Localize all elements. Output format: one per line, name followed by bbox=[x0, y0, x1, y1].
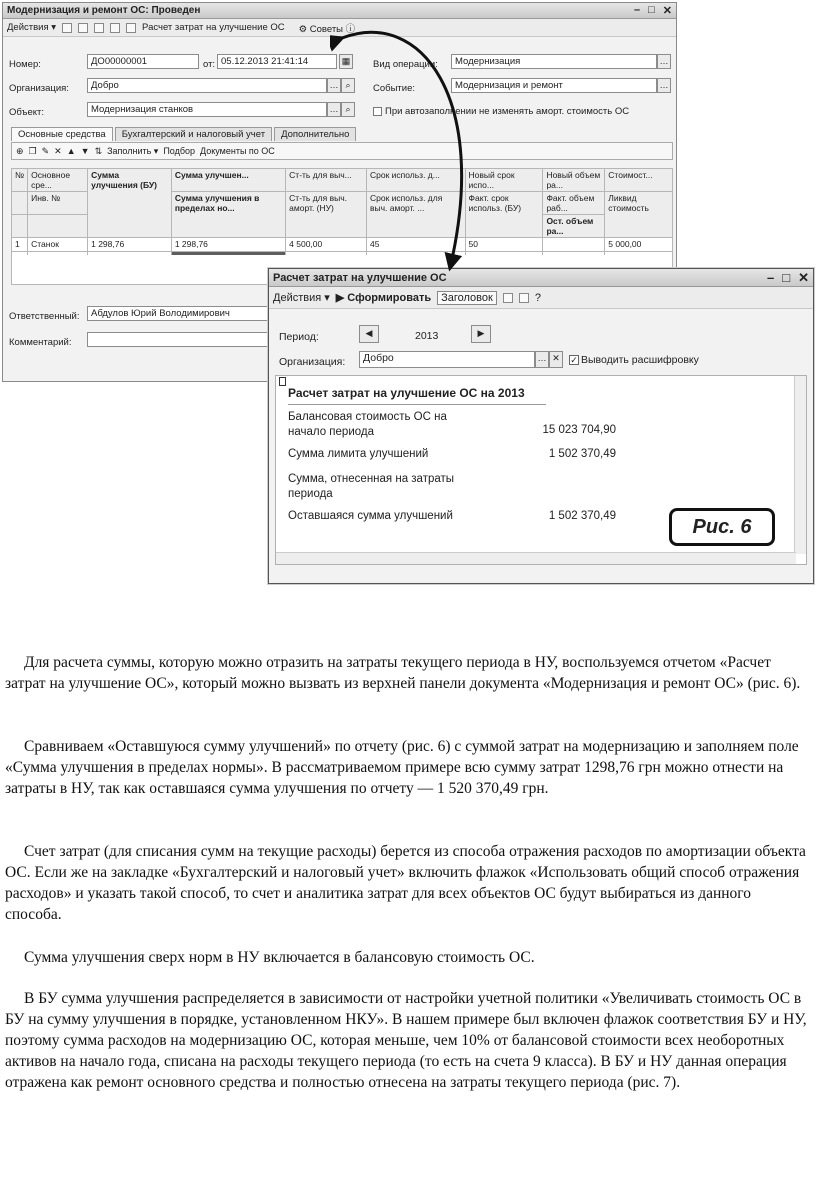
document-titlebar bbox=[3, 3, 676, 19]
post-icon[interactable] bbox=[78, 23, 88, 33]
document-tabs bbox=[11, 127, 356, 141]
object-label: Объект: bbox=[9, 107, 44, 118]
col-header[interactable]: Факт. срок использ. (БУ) bbox=[465, 192, 543, 238]
table-cell[interactable]: 1 bbox=[12, 238, 28, 252]
report-divider bbox=[288, 404, 546, 405]
horizontal-scrollbar[interactable] bbox=[276, 552, 796, 564]
col-header[interactable]: Новый объем ра... bbox=[543, 169, 605, 192]
show-details-checkbox[interactable] bbox=[569, 354, 699, 366]
sort-icon[interactable]: ⇅ bbox=[94, 145, 103, 156]
report-row-value: 1 502 370,49 bbox=[548, 510, 616, 522]
structure-icon[interactable] bbox=[110, 23, 120, 33]
responsible-field[interactable]: Абдулов Юрий Володимирович bbox=[87, 306, 283, 321]
report-org-label: Организация: bbox=[279, 356, 346, 368]
paragraph: Сравниваем «Оставшуюся сумму улучшений» по отчету (рис. 6) с суммой затрат на модернизацию и заполняем поле «Сумма улучшения в пределах нормы». В рассматриваемом примере всю сумму затрат 1298,76 грн можно отнести на затраты в НУ, так как оставшаяся сумма улучшения по отчету — 1 520 370,49 грн. bbox=[5, 738, 799, 797]
event-label: Событие: bbox=[373, 83, 415, 94]
report-row-label: Сумма лимита улучшений bbox=[288, 448, 429, 460]
report-row-label: Балансовая стоимость ОС на начало периода bbox=[288, 411, 447, 438]
show-details-label: Выводить расшифровку bbox=[581, 354, 699, 366]
col-header[interactable]: Инв. № bbox=[28, 192, 88, 215]
maximize-icon[interactable]: □ bbox=[782, 269, 791, 285]
number-field[interactable]: ДО00000001 bbox=[87, 54, 199, 69]
report-row-value: 15 023 704,90 bbox=[542, 424, 616, 436]
actions-menu[interactable]: Действия ▾ bbox=[7, 22, 57, 33]
paragraph: Сумма улучшения сверх норм в НУ включается в балансовую стоимость ОС. bbox=[24, 949, 535, 966]
operation-label: Вид операции: bbox=[373, 59, 438, 70]
fill-button[interactable]: Заполнить ▾ bbox=[107, 145, 159, 156]
tab-additional[interactable]: Дополнительно bbox=[274, 127, 356, 141]
report-actions-menu[interactable]: Действия ▾ bbox=[273, 292, 330, 304]
table-cell[interactable]: 50 bbox=[465, 238, 543, 252]
report-row-label: Сумма, отнесенная на затраты периода bbox=[288, 473, 455, 500]
save-icon[interactable] bbox=[62, 23, 72, 33]
date-field[interactable]: 05.12.2013 21:41:14 bbox=[217, 54, 337, 69]
report-title: Расчет затрат на улучшение ОС bbox=[273, 271, 447, 284]
col-header[interactable]: Сумма улучшения в пределах но... bbox=[171, 192, 285, 238]
figure-label: Рис. 6 bbox=[669, 508, 775, 546]
col-header[interactable]: Ост. объем ра... bbox=[543, 215, 605, 238]
maximize-icon[interactable]: □ bbox=[648, 4, 655, 16]
close-icon[interactable]: ✕ bbox=[798, 269, 809, 285]
move-up-icon[interactable]: ▲ bbox=[66, 146, 76, 156]
col-header bbox=[28, 215, 88, 238]
table-cell[interactable]: 45 bbox=[366, 238, 465, 252]
calendar-icon[interactable]: ▦ bbox=[339, 54, 353, 69]
arrow-path bbox=[342, 32, 462, 268]
col-header[interactable]: Срок использ. д... bbox=[366, 169, 465, 192]
document-title: Модернизация и ремонт ОС: Проведен bbox=[7, 5, 201, 16]
object-select-button[interactable]: … bbox=[327, 102, 341, 117]
org-search-icon[interactable]: ⌕ bbox=[341, 78, 355, 93]
delete-row-icon[interactable]: ✕ bbox=[54, 145, 62, 156]
paragraph: В БУ сумма улучшения распределяется в зависимости от настройки учетной политики «Увеличивать стоимость ОС в БУ на сумму улучшения в порядке, установленном НКУ». В нашем примере был включен флажок соответствия БУ и НУ, поэтому сумма расходов на модернизацию ОС, которая меньше, чем 10% от балансовой стоимости всех необоротных активов на начало года, списана на расходы текущего периода (то есть на счета 9 класса). В БУ и НУ данная операция отражена как ремонт основного средства и полностью отнесена на затраты текущего периода (рис. 7). bbox=[5, 990, 807, 1091]
move-down-icon[interactable]: ▼ bbox=[80, 146, 90, 156]
period-next-icon[interactable]: ▶ bbox=[471, 325, 491, 343]
select-button[interactable]: Подбор bbox=[163, 146, 196, 156]
col-header bbox=[12, 215, 28, 238]
vertical-scrollbar[interactable] bbox=[794, 376, 806, 554]
table-cell[interactable]: Станок bbox=[28, 238, 88, 252]
table-cell[interactable]: 5 000,00 bbox=[605, 238, 673, 252]
comment-field[interactable] bbox=[87, 332, 283, 347]
add-row-icon[interactable]: ⊕ bbox=[16, 145, 24, 156]
table-cell[interactable]: 4 500,00 bbox=[286, 238, 367, 252]
col-header[interactable]: Стоимост... bbox=[605, 169, 673, 192]
date-label: от: bbox=[203, 59, 216, 70]
paragraph: Для расчета суммы, которую можно отразить на затраты текущего периода в НУ, воспользуемся отчетом «Расчет затрат на улучшение ОС», который можно вызвать из верхней панели документа «Модернизация и ремонт ОС» (рис. 6). bbox=[5, 654, 801, 692]
checkbox-checked-icon[interactable]: ✓ bbox=[570, 355, 578, 365]
report-marker-icon bbox=[279, 377, 286, 386]
period-value: 2013 bbox=[415, 330, 439, 342]
report-row-value: 1 502 370,49 bbox=[548, 448, 616, 460]
col-header[interactable]: Основное сре... bbox=[28, 169, 88, 192]
col-header[interactable]: № bbox=[12, 169, 28, 192]
event-select-button[interactable]: … bbox=[657, 78, 671, 93]
report-heading: Расчет затрат на улучшение ОС на 2013 bbox=[288, 386, 525, 400]
minimize-icon[interactable]: – bbox=[634, 4, 641, 16]
org-select-button[interactable]: … bbox=[327, 78, 341, 93]
connector-arrow bbox=[330, 18, 480, 293]
operation-field[interactable]: Модернизация bbox=[451, 54, 657, 69]
report-org-clear-icon[interactable]: ✕ bbox=[549, 351, 563, 368]
tips-link[interactable]: ⚙ Советы ⓘ bbox=[298, 23, 356, 35]
copy-icon[interactable] bbox=[94, 23, 104, 33]
period-label: Период: bbox=[279, 331, 319, 343]
table-cell[interactable]: 1 298,76 bbox=[88, 238, 172, 252]
settings-icon[interactable] bbox=[503, 293, 513, 303]
tab-accounting[interactable]: Бухгалтерский и налоговый учет bbox=[115, 127, 272, 141]
col-header[interactable]: Сумма улучшения (БУ) bbox=[88, 169, 172, 238]
org-label: Организация: bbox=[9, 83, 69, 94]
report-row-label: Оставшаяся сумма улучшений bbox=[288, 510, 453, 522]
number-label: Номер: bbox=[9, 59, 41, 70]
object-search-icon[interactable]: ⌕ bbox=[341, 102, 355, 117]
col-header[interactable]: Ст-ть для выч. аморт. (НУ) bbox=[286, 192, 367, 238]
edit-row-icon[interactable]: ✎ bbox=[41, 145, 50, 156]
tab-fixed-assets[interactable]: Основные средства bbox=[11, 127, 113, 141]
generate-button[interactable]: ▶ Сформировать bbox=[335, 292, 432, 304]
paragraph: Счет затрат (для списания сумм на текущие расходы) берется из способа отражения расходов по амортизации объекта ОС. Если же на закладке «Бухгалтерский и налоговый учет» включить флажок «Использовать общий способ отражения расходов» и указать такой способ, то счет и аналитика затрат для всех объектов ОС будут выбираться из данного способа. bbox=[5, 843, 806, 923]
col-header[interactable]: Срок использ. для выч. аморт. ... bbox=[366, 192, 465, 238]
col-header[interactable]: Ликвид стоимость bbox=[605, 192, 673, 238]
close-icon[interactable]: ✕ bbox=[662, 5, 672, 17]
report-link[interactable]: Расчет затрат на улучшение ОС bbox=[142, 22, 285, 33]
period-prev-icon[interactable]: ◀ bbox=[359, 325, 379, 343]
report-org-select-button[interactable]: … bbox=[535, 351, 549, 368]
col-header[interactable]: Ст-ть для выч... bbox=[286, 169, 367, 192]
table-cell[interactable]: 1 298,76 bbox=[171, 238, 285, 252]
col-header[interactable]: Новый срок испо... bbox=[465, 169, 543, 192]
object-field[interactable]: Модернизация станков bbox=[87, 102, 327, 117]
report-org-field[interactable]: Добро bbox=[359, 351, 535, 368]
minimize-icon[interactable]: – bbox=[767, 269, 775, 285]
table-cell[interactable] bbox=[543, 238, 605, 252]
print-icon[interactable] bbox=[126, 23, 136, 33]
no-change-checkbox-label: При автозаполнении не изменять аморт. стоимость ОС bbox=[385, 106, 630, 117]
header-button[interactable]: Заголовок bbox=[437, 291, 497, 305]
col-header bbox=[12, 192, 28, 215]
org-field[interactable]: Добро bbox=[87, 78, 327, 93]
comment-label: Комментарий: bbox=[9, 337, 72, 348]
event-field[interactable]: Модернизация и ремонт bbox=[451, 78, 657, 93]
responsible-label: Ответственный: bbox=[9, 311, 80, 322]
col-header[interactable]: Сумма улучшен... bbox=[171, 169, 285, 192]
help-icon[interactable]: ? bbox=[534, 291, 541, 304]
operation-select-button[interactable]: … bbox=[657, 54, 671, 69]
col-header[interactable]: Факт. объем раб... bbox=[543, 192, 605, 215]
copy-row-icon[interactable]: ❐ bbox=[28, 145, 37, 156]
save-icon[interactable] bbox=[519, 293, 529, 303]
docs-button[interactable]: Документы по ОС bbox=[200, 146, 275, 156]
